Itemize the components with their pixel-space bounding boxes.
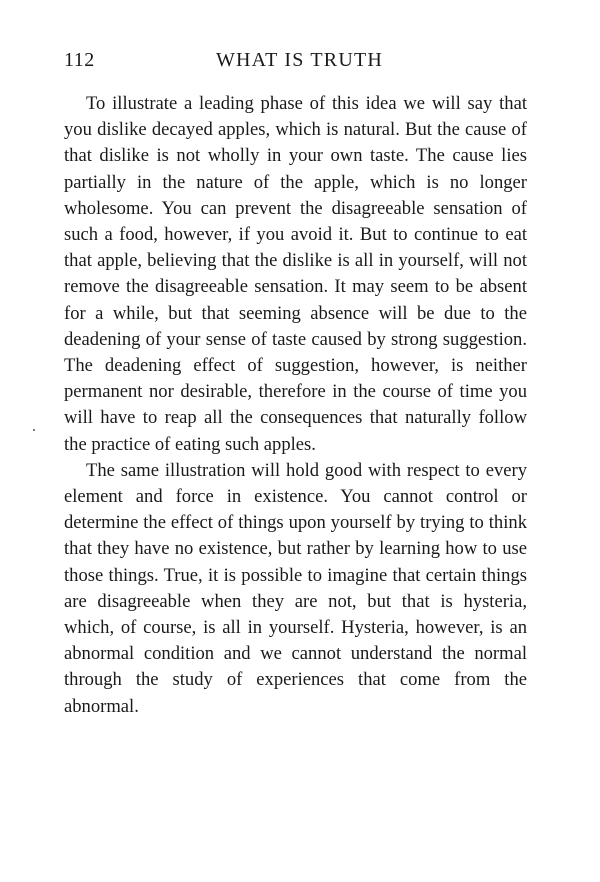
print-speck xyxy=(33,429,35,431)
body-text xyxy=(64,91,527,720)
page-number: 112 xyxy=(64,49,95,71)
paragraph-1: To illustrate a leading phase of this idea we will say that you dislike decayed apples, which is natural. But the cause of that dislike is not wholly in your own taste. The cause lies partially in the nature of the apple, which is no longer wholesome. You can prevent the disagreeable sensation of such a food, however, if you avoid it. But to continue to eat that apple, believing that the dislike is all in yourself, will not remove the disagreeable sensation. It may seem to be absent for a while, but that seeming absence will be due to the deadening of your sense of taste caused by strong suggestion. The deadening effect of suggestion, however, is neither permanent nor desirable, therefore in the course of time you will have to reap all the consequences that naturally follow the practice of eating such apples. xyxy=(64,93,527,455)
paragraph-2: The same illustration will hold good with respect to every element and force in existence. You cannot control or determine the effect of things upon yourself by trying to think that they have no existence, but rather by learning how to use those things. True, it is possible to imagine that certain things are disagreeable when they are not, but that is hysteria, which, of course, is all in yourself. Hysteria, however, is an abnormal condition and we cannot understand the normal through the study of experiences that come from the abnormal. xyxy=(64,459,527,717)
running-title: WHAT IS TRUTH xyxy=(215,49,384,71)
running-head xyxy=(64,46,527,74)
